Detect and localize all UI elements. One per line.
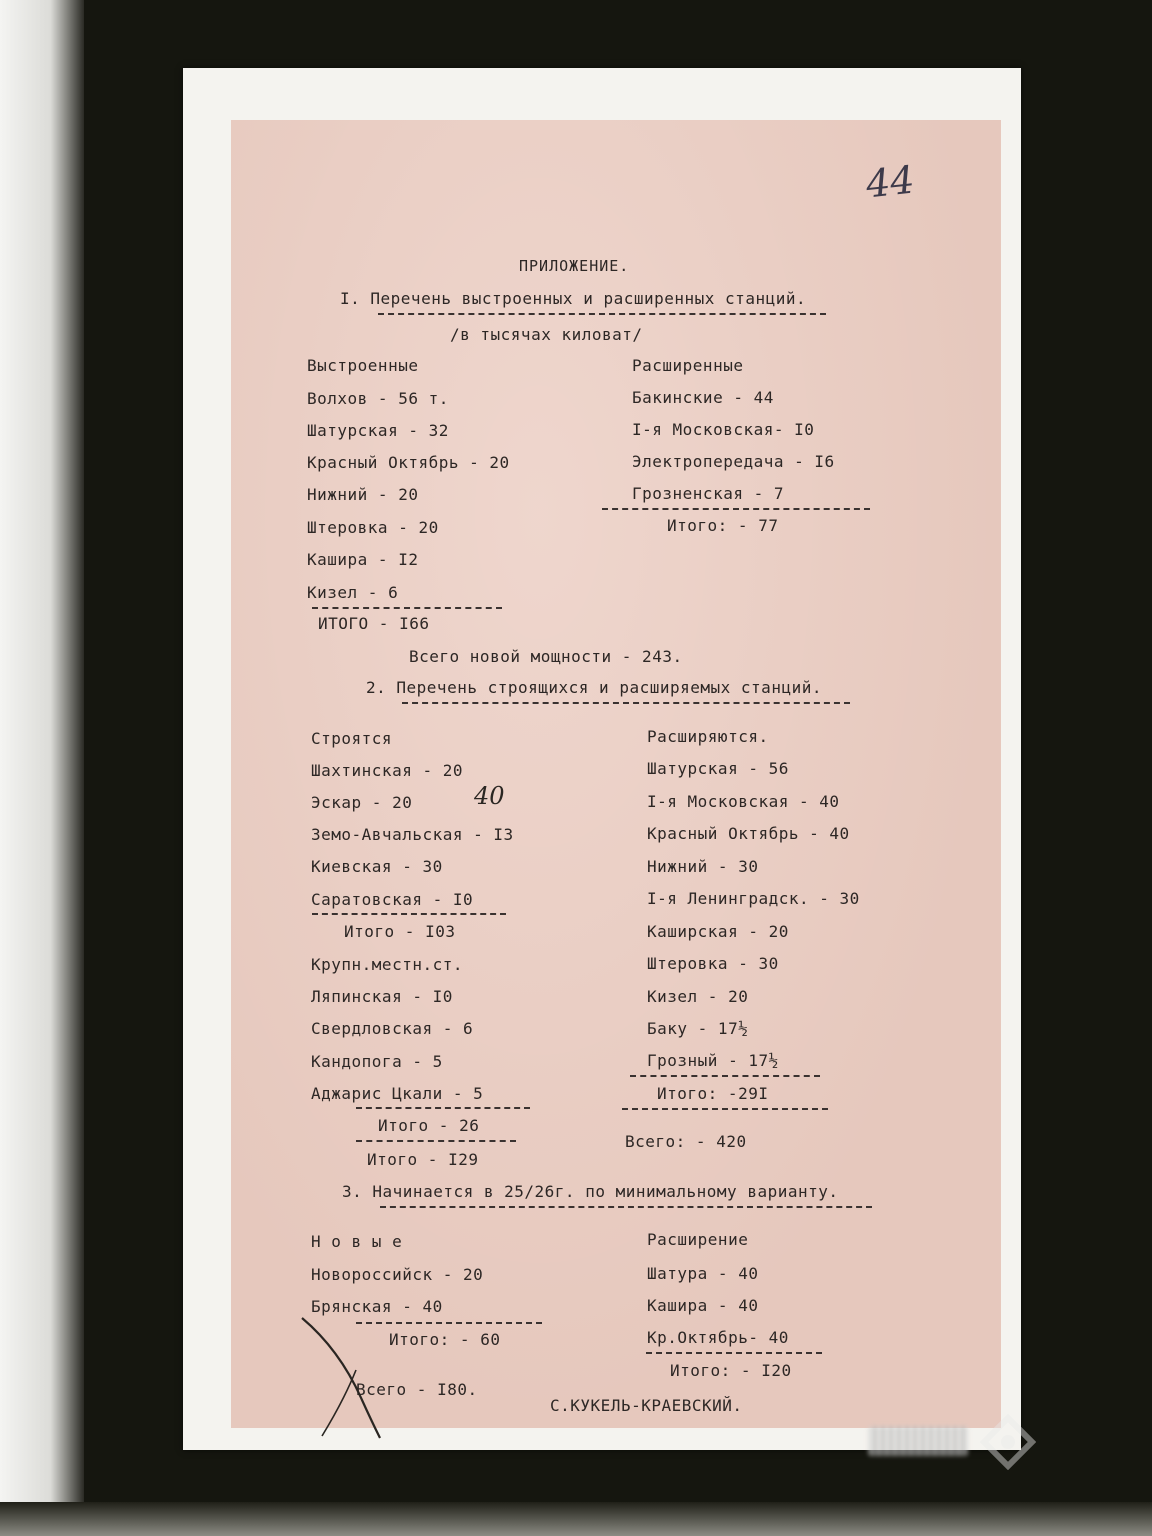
table-row: Штеровка - 20 xyxy=(307,518,439,537)
underline xyxy=(312,913,506,915)
section-1-right-total: Итого: - 77 xyxy=(667,516,779,535)
section-3-grand-total: Всего - I80. xyxy=(356,1380,478,1399)
display-frame-bottom xyxy=(0,1502,1152,1536)
table-row: Шатура - 40 xyxy=(647,1264,759,1283)
handwritten-correction: 40 xyxy=(474,782,505,810)
section-2-left-subheader: Крупн.местн.ст. xyxy=(311,955,463,974)
folio-number: 44 xyxy=(863,157,917,207)
table-row: Каширская - 20 xyxy=(647,922,789,941)
table-row: Кизел - 20 xyxy=(647,987,749,1006)
section-1-left-header: Выстроенные xyxy=(307,356,419,375)
underline xyxy=(380,1206,872,1208)
section-2-right-grand-total: Всего: - 420 xyxy=(625,1132,747,1151)
handwritten-strike-mark xyxy=(300,1300,390,1440)
table-row: Кандопога - 5 xyxy=(311,1052,443,1071)
table-row: Штеровка - 30 xyxy=(647,954,779,973)
table-row: Кр.Октябрь- 40 xyxy=(647,1328,789,1347)
underline xyxy=(646,1352,822,1354)
table-row: Нижний - 20 xyxy=(307,485,419,504)
section-2-right-total: Итого: -29I xyxy=(657,1084,769,1103)
section-1-right-header: Расширенные xyxy=(632,356,744,375)
table-row: Кашира - 40 xyxy=(647,1296,759,1315)
section-3-left-total: Итого: - 60 xyxy=(389,1330,501,1349)
table-row: Волхов - 56 т. xyxy=(307,389,449,408)
watermark-logo-icon xyxy=(980,1414,1036,1470)
table-row: Земо-Авчальская - I3 xyxy=(311,825,514,844)
underline xyxy=(378,313,826,315)
underline xyxy=(356,1107,530,1109)
table-row: Шахтинская - 20 xyxy=(311,761,463,780)
table-row: I-я Московская- I0 xyxy=(632,420,815,439)
display-frame-left xyxy=(0,0,84,1536)
table-row: Баку - 17½ xyxy=(647,1019,749,1038)
section-3-right-header: Расширение xyxy=(647,1230,749,1249)
underline xyxy=(356,1140,516,1142)
underline xyxy=(602,508,870,510)
table-row: Электропередача - I6 xyxy=(632,452,835,471)
table-row: Ляпинская - I0 xyxy=(311,987,453,1006)
section-2-left-subtotal: Итого - 26 xyxy=(378,1116,480,1135)
signature: С.КУКЕЛЬ-КРАЕВСКИЙ. xyxy=(550,1396,743,1415)
section-1-left-total: ИТОГО - I66 xyxy=(318,614,430,633)
table-row: Киевская - 30 xyxy=(311,857,443,876)
table-row: Саратовская - I0 xyxy=(311,890,474,909)
document-title: ПРИЛОЖЕНИЕ. xyxy=(519,257,630,275)
table-row: Брянская - 40 xyxy=(311,1297,443,1316)
table-row: Нижний - 30 xyxy=(647,857,759,876)
table-row: Свердловская - 6 xyxy=(311,1019,474,1038)
table-row: Аджарис Цкали - 5 xyxy=(311,1084,484,1103)
section-2-right-header: Расширяются. xyxy=(647,727,769,746)
watermark xyxy=(868,1408,1058,1478)
section-2-heading: 2. Перечень строящихся и расширяемых станций. xyxy=(366,678,822,697)
section-2-left-header: Строятся xyxy=(311,729,393,748)
underline xyxy=(312,607,502,609)
table-row: Грозный - 17½ xyxy=(647,1051,779,1070)
underline xyxy=(402,702,850,704)
table-row: Красный Октябрь - 20 xyxy=(307,453,510,472)
section-2-left-overall-total: Итого - I29 xyxy=(367,1150,479,1169)
watermark-text xyxy=(868,1426,968,1456)
table-row: I-я Ленинградск. - 30 xyxy=(647,889,860,908)
table-row: Красный Октябрь - 40 xyxy=(647,824,850,843)
table-row: Кизел - 6 xyxy=(307,583,399,602)
section-3-left-header: Н о в ы е xyxy=(311,1232,403,1251)
section-1-heading: I. Перечень выстроенных и расширенных станций. xyxy=(340,289,807,308)
table-row: Эскар - 20 xyxy=(311,793,413,812)
section-1-subheading: /в тысячах киловат/ xyxy=(450,325,643,344)
table-row: Грозненская - 7 xyxy=(632,484,784,503)
table-row: Шатурская - 56 xyxy=(647,759,789,778)
underline xyxy=(622,1108,828,1110)
table-row: I-я Московская - 40 xyxy=(647,792,840,811)
section-3-heading: 3. Начинается в 25/26г. по минимальному варианту. xyxy=(342,1182,839,1201)
table-row: Бакинские - 44 xyxy=(632,388,774,407)
section-3-right-total: Итого: - I20 xyxy=(670,1361,792,1380)
section-2-left-total: Итого - I03 xyxy=(344,922,456,941)
section-1-grand-total: Всего новой мощности - 243. xyxy=(409,647,683,666)
underline xyxy=(630,1075,820,1077)
table-row: Новороссийск - 20 xyxy=(311,1265,484,1284)
table-row: Шатурская - 32 xyxy=(307,421,449,440)
table-row: Кашира - I2 xyxy=(307,550,419,569)
